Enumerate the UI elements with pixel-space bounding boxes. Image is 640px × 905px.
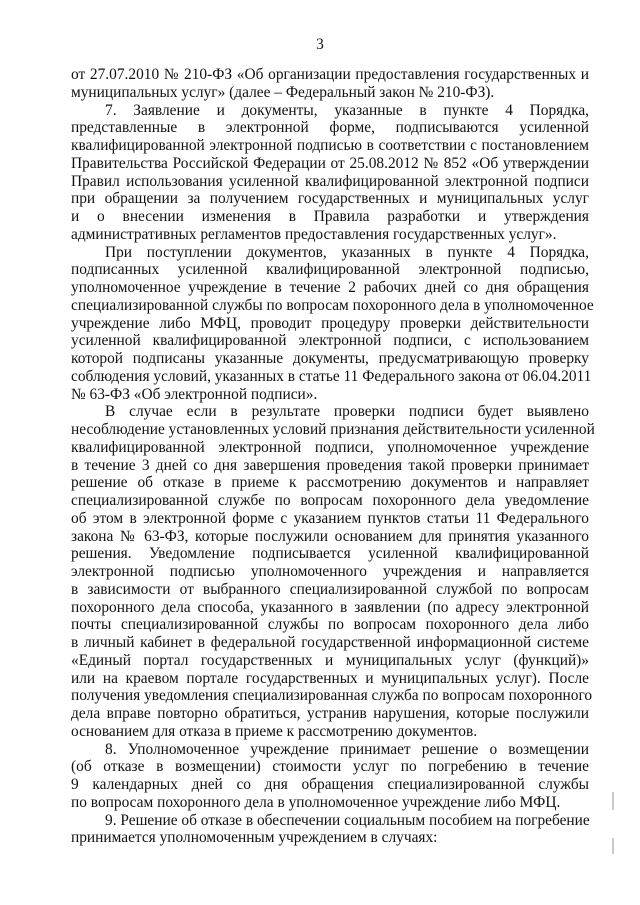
paragraph-p7 <box>71 102 589 244</box>
text-line: электронной подписью уполномоченного учреждения и направляется <box>71 563 589 580</box>
text-line: соблюдения условий, указанных в статье 11 Федерального закона от 06.04.2011 <box>71 367 592 385</box>
text-line: представленные в электронной форме, подписываются усиленной <box>71 119 589 137</box>
document-body <box>71 66 595 847</box>
text-line: уполномоченное учреждение в течение 2 рабочих дней со дня обращения <box>71 279 589 296</box>
text-line: закона № 63-ФЗ, которые послужили основанием для принятия указанного <box>71 527 589 545</box>
text-line: или на краевом портале государственных и муниципальных услуг). После <box>71 669 589 687</box>
text-line: по вопросам похоронного дела в уполномоченное учреждение либо МФЦ. <box>71 793 561 811</box>
text-line: дела вправе повторно обратиться, устранив нарушения, которые послужили <box>71 705 589 722</box>
text-line: Правительства Российской Федерации от 25.08.2012 № 852 «Об утверждении <box>71 154 589 172</box>
text-line: (об отказе в возмещении) стоимости услуг по погребению в течение <box>71 758 589 776</box>
text-line: специализированной службы по вопросам похоронного дела в уполномоченное <box>71 296 594 314</box>
text-line: похоронного дела способа, указанного в заявлении (по адресу электронной <box>71 598 589 616</box>
text-line: учреждение либо МФЦ, проводит процедуру проверки действительности <box>71 314 589 332</box>
text-line: «Единый портал государственных и муниципальных услуг (функций)» <box>71 651 589 669</box>
text-line: основанием для отказа в приеме к рассмотрению документов. <box>71 722 478 740</box>
text-line: В случае если в результате проверки подписи будет выявлено <box>105 403 589 421</box>
text-line: решения. Уведомление подписывается усиленной квалифицированной <box>71 545 589 563</box>
paragraph-p8 <box>71 741 589 812</box>
text-line: в личный кабинет в федеральной государственной информационной системе <box>71 634 589 651</box>
text-line: подписанных усиленной квалифицированной электронной подписью, <box>71 261 589 279</box>
scan-mark <box>612 792 614 810</box>
text-line: квалифицированной электронной подписи, уполномоченное учреждение <box>71 438 589 456</box>
text-line: квалифицированной электронной подписью в соответствии с постановлением <box>71 137 589 154</box>
text-line: которой подписаны указанные документы, предусматривающую проверку <box>71 350 589 367</box>
text-line: административных регламентов предоставления государственных услуг». <box>71 225 557 243</box>
text-line: об этом в электронной форме с указанием пунктов статьи 11 Федерального <box>71 509 589 527</box>
text-line: получения уведомления специализированная служба по вопросам похоронного <box>71 687 593 705</box>
text-line: почты специализированной службы по вопросам похоронного дела либо <box>71 616 589 634</box>
page-number: 3 <box>316 36 324 53</box>
paragraph-p7c <box>71 403 595 740</box>
text-line: и о внесении изменения в Правила разработки и утверждения <box>71 208 589 225</box>
text-line: 7. Заявление и документы, указанные в пункте 4 Порядка, <box>105 101 589 119</box>
text-line: решение об отказе в приеме к рассмотрению документов и направляет <box>71 474 589 492</box>
text-line: Правил использования усиленной квалифицированной электронной подписи <box>71 172 589 190</box>
paragraph-p7b <box>71 243 594 404</box>
text-line: специализированной службе по вопросам похоронного дела уведомление <box>71 492 589 509</box>
text-line: принимается уполномоченным учреждением в случаях: <box>71 829 438 847</box>
text-line: муниципальных услуг» (далее – Федеральный закон № 210-ФЗ). <box>71 83 495 101</box>
text-line: При поступлении документов, указанных в пункте 4 Порядка, <box>105 243 589 261</box>
text-line: от 27.07.2010 № 210-ФЗ «Об организации предоставления государственных и <box>71 66 589 83</box>
paragraph-p9 <box>71 812 589 848</box>
text-line: 8. Уполномоченное учреждение принимает решение о возмещении <box>105 740 589 758</box>
text-line: 9. Решение об отказе в обеспечении социальным пособием на погребение <box>105 811 590 829</box>
text-line: № 63-ФЗ «Об электронной подписи». <box>71 385 318 403</box>
text-line: при обращении за получением государственных и муниципальных услуг <box>71 190 589 208</box>
text-line: несоблюдение установленных условий признания действительности усиленной <box>71 421 595 438</box>
text-line: в зависимости от выбранного специализированной службой по вопросам <box>71 580 589 598</box>
text-line: 9 календарных дней со дня обращения специализированной службы <box>71 776 589 793</box>
paragraph-p0 <box>71 66 589 102</box>
scan-mark <box>612 838 614 854</box>
text-line: усиленной квалифицированной электронной подписи, с использованием <box>71 332 589 350</box>
text-line: в течение 3 дней со дня завершения проведения такой проверки принимает <box>71 456 589 474</box>
